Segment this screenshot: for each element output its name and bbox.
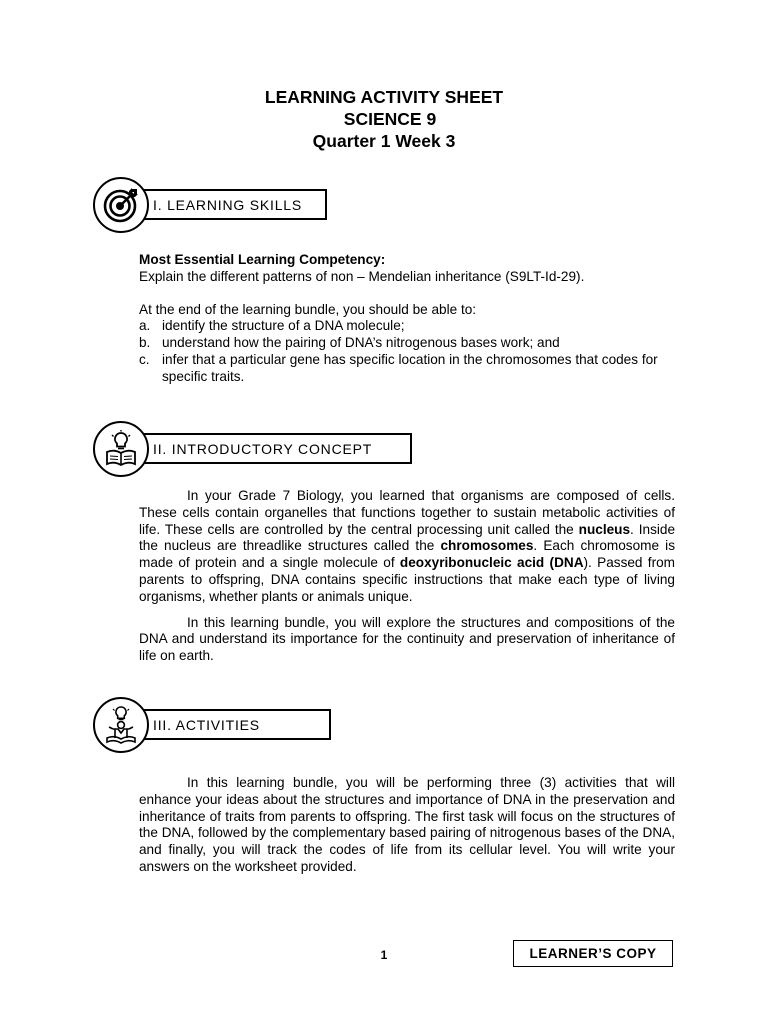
list-item-text: understand how the pairing of DNA’s nitrogenous bases work; and <box>162 335 560 351</box>
competency-text: Explain the different patterns of non – Mendelian inheritance (S9LT-Id-29). <box>139 268 585 284</box>
section-banner-activities <box>93 697 333 753</box>
header-quarter-week: Quarter 1 Week 3 <box>312 131 456 151</box>
target-icon <box>93 177 149 233</box>
text-run: In your Grade 7 Biology, you learned that organisms are composed of cells. These cells contain organelles that functions together to sustain metabolic activities of life. These cells are controlled by the central processing unit called the <box>139 488 675 537</box>
list-item <box>139 335 675 352</box>
page-number: 1 <box>380 948 388 962</box>
activities-paragraph: In this learning bundle, you will be performing three (3) activities that will enhance your ideas about the structures and importance of DNA in the preservation and inheritance of traits from parents to offspring. The first task will focus on the structures of the DNA, followed by the complementary based pairing of nitrogenous bases of the DNA, and finally, you will track the codes of life from its cellular level. You will write your answers on the worksheet provided. <box>139 775 675 874</box>
list-marker: a. <box>139 318 151 334</box>
header-subject: SCIENCE 9 <box>343 109 437 129</box>
section-title-box <box>137 433 412 464</box>
page-header <box>0 86 768 152</box>
book-lightbulb-icon <box>93 421 149 477</box>
section-banner-introductory-concept <box>93 421 413 477</box>
intro-paragraph-1 <box>139 488 675 606</box>
list-marker: c. <box>139 351 150 367</box>
introductory-concept-content <box>139 488 675 665</box>
section-title: II. INTRODUCTORY CONCEPT <box>153 440 373 457</box>
section-title-box <box>137 709 331 740</box>
section-title: I. LEARNING SKILLS <box>153 196 303 213</box>
competency-heading: Most Essential Learning Competency: <box>139 252 386 267</box>
list-item <box>139 318 675 335</box>
objectives-intro: At the end of the learning bundle, you should be able to: <box>139 301 477 317</box>
copy-label-text: LEARNER’S COPY <box>529 946 657 961</box>
learning-skills-content <box>139 252 675 386</box>
list-item-text: infer that a particular gene has specific location in the chromosomes that codes for specific traits. <box>162 351 658 384</box>
term-chromosomes: chromosomes <box>440 538 534 554</box>
section-banner-learning-skills <box>93 177 327 233</box>
list-marker: b. <box>139 335 151 351</box>
activities-content <box>139 775 675 876</box>
list-item <box>139 352 675 386</box>
intro-paragraph-2: In this learning bundle, you will explore the structures and compositions of the DNA and understand its importance for the continuity and preservation of inheritance of life on earth. <box>139 614 675 664</box>
learners-copy-label <box>513 940 673 967</box>
list-item-text: identify the structure of a DNA molecule; <box>162 318 405 334</box>
thinking-person-icon <box>93 697 149 753</box>
text-run: . Inside the nucleus are threadlike structures called the <box>139 521 676 554</box>
term-dna: deoxyribonucleic acid (DNA <box>399 555 584 571</box>
text-run: . Each chromosome is made of protein and a single molecule of <box>139 538 675 571</box>
term-nucleus: nucleus <box>578 521 631 537</box>
header-title: LEARNING ACTIVITY SHEET <box>264 87 504 107</box>
section-title: III. ACTIVITIES <box>153 716 260 733</box>
section-title-box <box>137 189 327 220</box>
text-run: ). Passed from parents to offspring, DNA contains specific instructions that make each type of living organisms, whether plants or animals unique. <box>139 555 675 604</box>
